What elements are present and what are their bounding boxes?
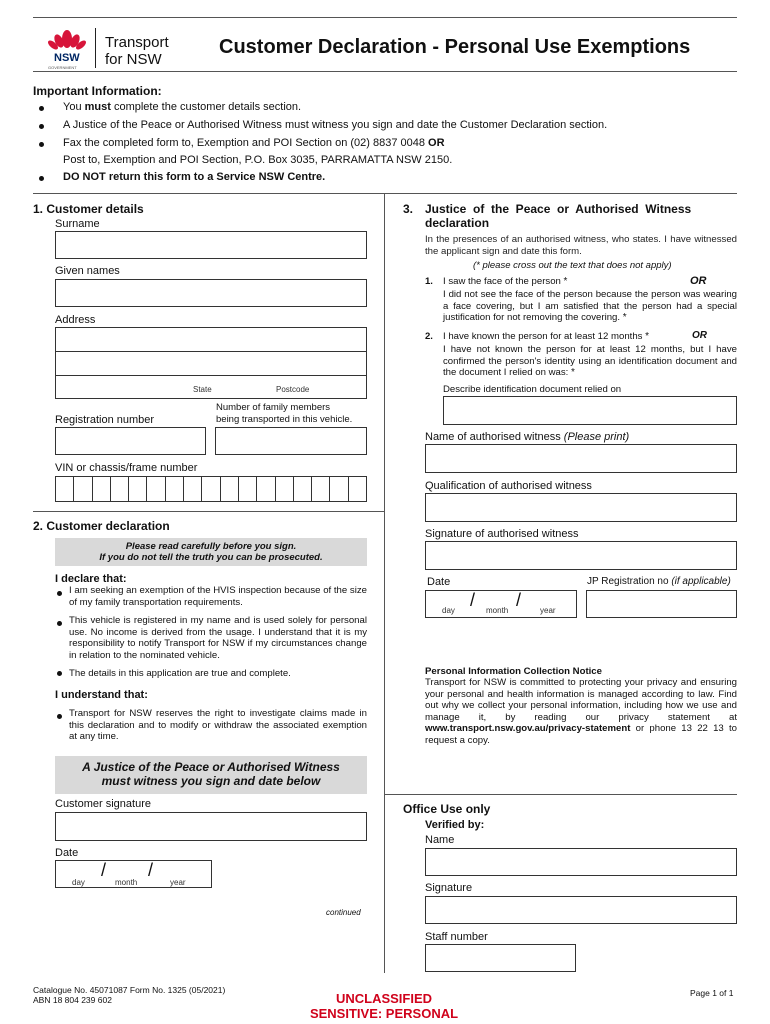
page-title: Customer Declaration - Personal Use Exemptions <box>219 36 691 58</box>
declaration-1: I am seeking an exemption of the HVIS inspection because of the size of my family transportation requirements. <box>69 585 367 608</box>
logo-divider <box>95 28 96 68</box>
important-b3-line2: Post to, Exemption and POI Section, P.O. Box 3035, PARRAMATTA NSW 2150. <box>63 154 453 166</box>
bullet <box>57 591 62 596</box>
qualification-input[interactable] <box>425 493 737 522</box>
witness-name-label: Name of authorised witness (Please print) <box>425 431 630 443</box>
continued-note: continued <box>326 908 361 917</box>
customer-date-label: Date <box>55 847 79 859</box>
vin-label: VIN or chassis/frame number <box>55 462 198 474</box>
section-rule <box>33 193 737 194</box>
section3-heading-line1: Justice of the Peace or Authorised Witness <box>425 202 692 216</box>
family-members-input[interactable] <box>215 427 367 455</box>
classification-label: UNCLASSIFIED SENSITIVE: PERSONAL <box>309 991 459 1021</box>
nsw-logo-subtext: GOVERNMENT <box>48 65 77 70</box>
agency-line1: Transport <box>105 34 169 51</box>
bullet <box>39 106 44 111</box>
describe-document-input[interactable] <box>443 396 737 425</box>
witness-date-day: day <box>442 606 455 615</box>
section3-heading-line2: declaration <box>425 216 490 230</box>
customer-date-year: year <box>170 878 186 887</box>
jp-registration-input[interactable] <box>586 590 737 618</box>
top-rule <box>33 17 737 18</box>
office-rule <box>384 794 737 795</box>
witness-date-label: Date <box>427 576 451 588</box>
office-name-label: Name <box>425 834 455 846</box>
surname-label: Surname <box>55 218 100 230</box>
date-separator: / <box>148 860 154 880</box>
section3-number: 3. <box>403 202 414 216</box>
postcode-label: Postcode <box>276 385 310 394</box>
important-b3: Fax the completed form to, Exemption and POI Section on (02) 8837 0048 OR <box>63 137 445 149</box>
section1-heading: 1. Customer details <box>33 202 144 216</box>
point1-b: I did not see the face of the person because the person was wearing a face covering, but I am satisfied that the person had a special justification for not removing the covering. * <box>443 289 737 324</box>
office-signature-input[interactable] <box>425 896 737 924</box>
registration-label: Registration number <box>55 414 155 426</box>
verified-by-label: Verified by: <box>425 819 485 831</box>
point2-number: 2. <box>425 331 433 342</box>
agency-line2: for NSW <box>105 51 162 68</box>
warning-line1: Please read carefully before you sign. <box>125 541 297 552</box>
customer-date-month: month <box>115 878 138 887</box>
declaration-2: This vehicle is registered in my name and is used solely for personal use. No income is derived from the usage. I understand that it is my responsibility to notify Transport for NSW if my circumstances change in relation to the nominated vehicle. <box>69 615 367 661</box>
address-label: Address <box>55 314 96 326</box>
witness-date-month: month <box>486 606 509 615</box>
customer-signature-label: Customer signature <box>55 798 151 810</box>
surname-input[interactable] <box>55 231 367 259</box>
important-heading: Important Information: <box>33 84 162 98</box>
bullet <box>39 124 44 129</box>
point1-number: 1. <box>425 276 433 287</box>
declaration-3: The details in this application are true and complete. <box>69 668 291 679</box>
office-heading: Office Use only <box>403 802 491 816</box>
point1-or: OR <box>690 275 707 287</box>
witness-signature-input[interactable] <box>425 541 737 570</box>
declare-heading: I declare that: <box>55 573 127 585</box>
witness-signature-label: Signature of authorised witness <box>425 528 579 540</box>
registration-input[interactable] <box>55 427 206 455</box>
bullet <box>39 176 44 181</box>
important-b2: A Justice of the Peace or Authorised Witness must witness you sign and date the Customer Declaration section. <box>63 119 608 131</box>
section2-heading: 2. Customer declaration <box>33 519 170 533</box>
office-name-input[interactable] <box>425 848 737 876</box>
date-separator: / <box>470 590 476 610</box>
catalogue-number: Catalogue No. 45071087 Form No. 1325 (05/2021) <box>33 985 226 995</box>
section-rule <box>33 511 384 512</box>
staff-number-input[interactable] <box>425 944 576 972</box>
describe-document-label: Describe identification document relied on <box>443 384 622 395</box>
date-separator: / <box>516 590 522 610</box>
privacy-heading: Personal Information Collection Notice <box>425 666 602 677</box>
section3-intro: In the presences of an authorised witness, who states. I have witnessed the applicant sign and date this form. <box>425 234 737 257</box>
witness-banner-line2: must witness you sign and date below <box>101 774 321 788</box>
privacy-link[interactable]: www.transport.nsw.gov.au/privacy-statement <box>425 723 631 735</box>
column-divider <box>384 193 385 973</box>
bullet <box>57 671 62 676</box>
given-names-label: Given names <box>55 265 120 277</box>
state-label: State <box>193 385 212 394</box>
important-b1: You must complete the customer details section. <box>63 101 302 113</box>
vin-input[interactable] <box>55 476 367 502</box>
point2-b: I have not known the person for at least 12 months, but I have confirmed the person's identity using an identification document and the document I relied on was: * <box>443 344 737 379</box>
point2-a: I have known the person for at least 12 months * <box>443 331 650 342</box>
abn: ABN 18 804 239 602 <box>33 995 112 1005</box>
family-members-label: Number of family members being transported in this vehicle. <box>216 402 353 425</box>
address-input-line2[interactable] <box>55 351 367 376</box>
privacy-text: Transport for NSW is committed to protecting your privacy and ensuring your personal and health information is managed according to law. Find out why we collect your personal information, including how we use and manage it, by reading our privacy statement at www.transport.nsw.gov.au/privacy-statement or phone 13 22 13 to request a copy. <box>425 677 737 746</box>
witness-name-input[interactable] <box>425 444 737 473</box>
witness-banner-line1: A Justice of the Peace or Authorised Witness <box>82 760 340 774</box>
page-number: Page 1 of 1 <box>690 988 734 998</box>
point2-or: OR <box>692 330 707 341</box>
bullet <box>57 714 62 719</box>
date-separator: / <box>101 860 107 880</box>
given-names-input[interactable] <box>55 279 367 307</box>
important-b4: DO NOT return this form to a Service NSW Centre. <box>63 171 326 183</box>
header-rule <box>33 71 737 72</box>
staff-number-label: Staff number <box>425 931 488 943</box>
waratah-icon <box>46 25 88 55</box>
jp-registration-label: JP Registration no (if applicable) <box>587 576 731 587</box>
customer-signature-input[interactable] <box>55 812 367 841</box>
nsw-logo-text: NSW <box>54 52 80 64</box>
nsw-logo <box>46 25 88 69</box>
office-signature-label: Signature <box>425 882 473 894</box>
warning-line2: If you do not tell the truth you can be prosecuted. <box>99 552 323 563</box>
cross-out-note: (* please cross out the text that does not apply) <box>473 260 672 271</box>
point1-a: I saw the face of the person * <box>443 276 568 287</box>
qualification-label: Qualification of authorised witness <box>425 480 592 492</box>
understand-1: Transport for NSW reserves the right to investigate claims made in this declaration and to modify or withdraw the associated exemption at any time. <box>69 708 367 743</box>
address-input-line1[interactable] <box>55 327 367 352</box>
witness-date-year: year <box>540 606 556 615</box>
bullet <box>57 621 62 626</box>
customer-date-day: day <box>72 878 85 887</box>
bullet <box>39 142 44 147</box>
understand-heading: I understand that: <box>55 689 148 701</box>
